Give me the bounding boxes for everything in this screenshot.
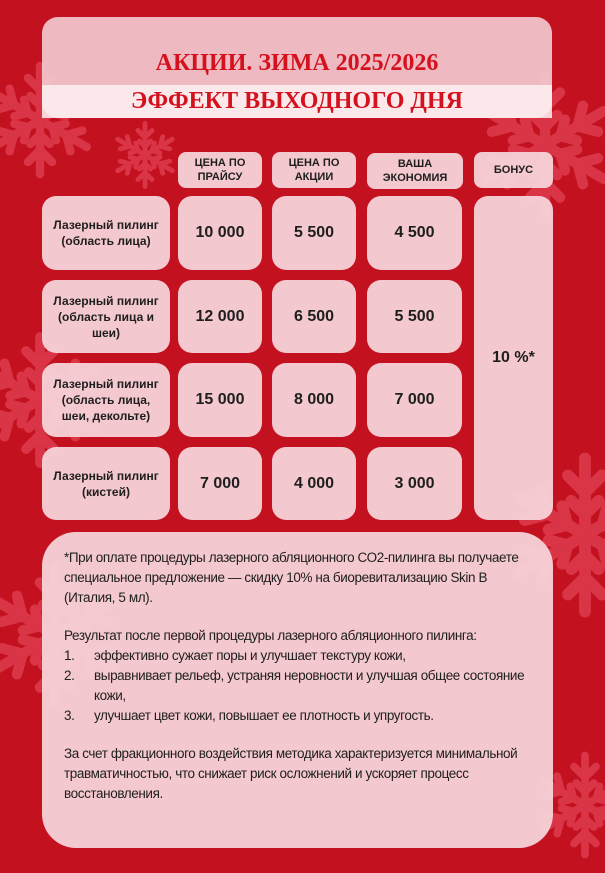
promo-price-cell: 5 500 [272,196,356,270]
savings-cell: 3 000 [367,447,462,520]
row-label: Лазерный пилинг (область лица, шеи, декольте) [42,363,170,437]
offer-text: *При оплате процедуры лазерного абляционного СО2-пилинга вы получаете специальное предложение — скидку 10% на биоревитализацию Skin B (Италия, 5 мл). [64,550,519,605]
list-item [64,666,533,706]
list-item [64,706,533,726]
list-number: 3. [64,708,75,723]
list-text: улучшает цвет кожи, повышает ее плотность и упругость. [94,708,434,723]
savings-cell: 7 000 [367,363,462,437]
list-price-cell: 10 000 [178,196,262,270]
page-subtitle: ЭФФЕКТ ВЫХОДНОГО ДНЯ [131,88,463,114]
column-header-list-price: ЦЕНА ПО ПРАЙСУ [178,152,262,188]
list-price-cell: 7 000 [178,447,262,520]
page-title: АКЦИИ. ЗИМА 2025/2026 [155,50,439,76]
list-number: 2. [64,668,75,683]
promo-price-cell: 6 500 [272,280,356,353]
column-header-savings: ВАША ЭКОНОМИЯ [367,153,463,189]
list-item [64,646,533,666]
closing-text: За счет фракционного воздействия методика характеризуется минимальной травматичностью, что снижает риск осложнений и ускоряет процесс восстановления. [64,746,518,801]
snowflake-icon [110,120,180,190]
savings-cell: 5 500 [367,280,462,353]
results-intro: Результат после первой процедуры лазерного абляционного пилинга: [64,628,477,643]
row-label: Лазерный пилинг (область лица и шеи) [42,280,170,353]
promo-price-cell: 8 000 [272,363,356,437]
terms-note [42,532,553,848]
bonus-cell: 10 %* [474,196,553,520]
row-label: Лазерный пилинг (кистей) [42,447,170,520]
savings-cell: 4 500 [367,196,462,270]
list-price-cell: 12 000 [178,280,262,353]
row-label: Лазерный пилинг (область лица) [42,196,170,270]
title-banner [42,17,552,118]
column-header-promo-price: ЦЕНА ПО АКЦИИ [272,152,356,188]
column-header-bonus: БОНУС [474,152,553,188]
list-text: эффективно сужает поры и улучшает текстуру кожи, [94,648,406,663]
promo-price-cell: 4 000 [272,447,356,520]
list-text: выравнивает рельеф, устраняя неровности и улучшая общее состояние кожи, [94,668,525,703]
list-price-cell: 15 000 [178,363,262,437]
list-number: 1. [64,648,75,663]
